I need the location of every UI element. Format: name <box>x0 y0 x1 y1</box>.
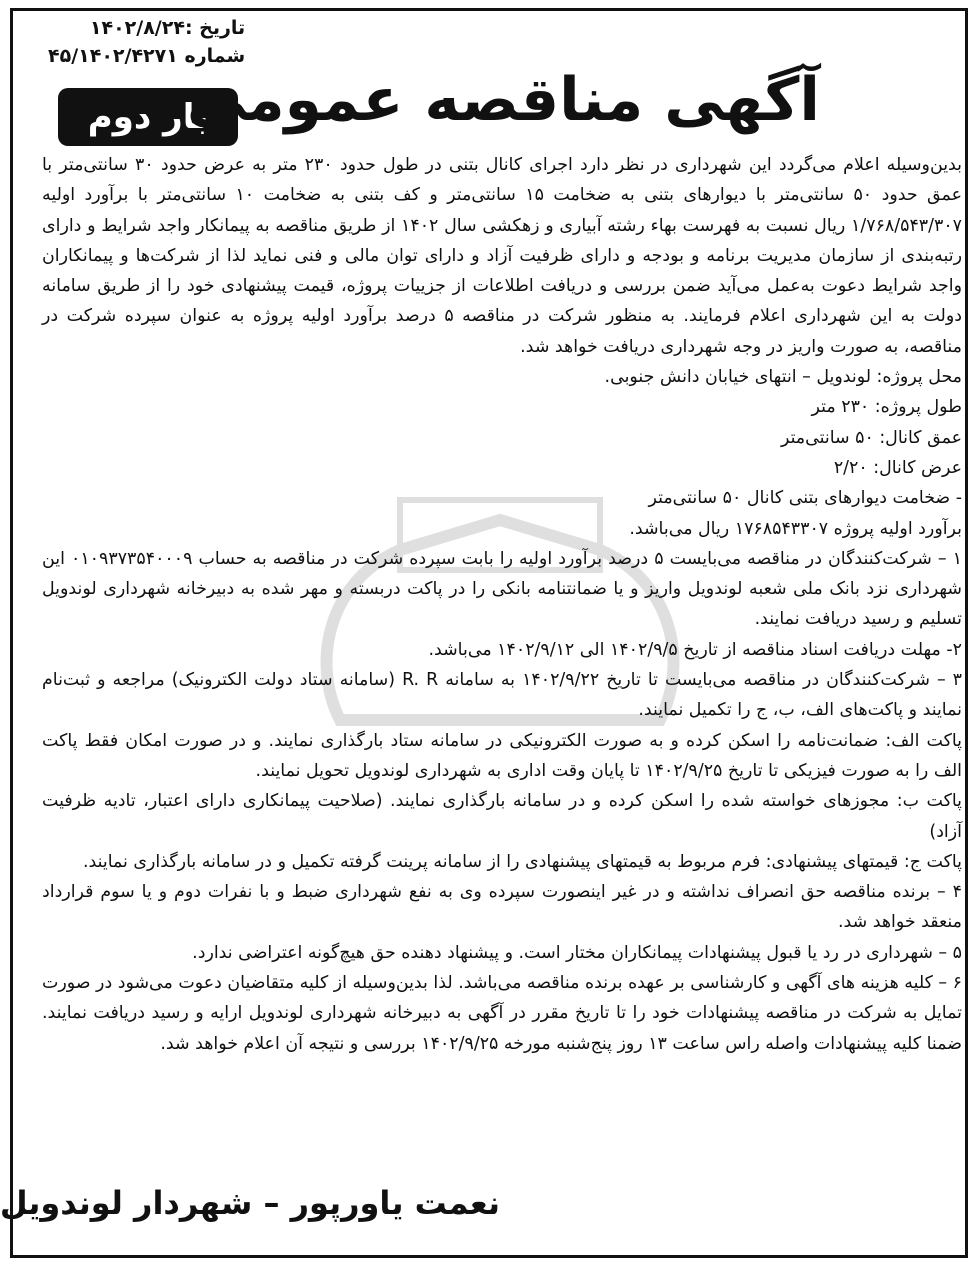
clause-5: ۵ – شهرداری در رد یا قبول پیشنهادات پیمانکاران مختار است. و پیشنهاد دهنده حق هیچ‌گونه اعتراضی ندارد. <box>192 942 962 963</box>
intro-paragraph: بدین‌وسیله اعلام می‌گردد این شهرداری در نظر دارد اجرای کانال بتنی در طول حدود ۲۳۰ متر به عرض حدود ۳۰ سانتی‌متر با عمق حدود ۵۰ سانتی‌متر با دیوارهای بتنی به ضخامت ۱۵ سانتی‌متر و کف بتنی به ضخامت ۱۰ سانتی‌متر با برآورد اولیه ۱/۷۶۸/۵۴۳/۳۰۷ ریال نسبت به فهرست بهاء رشته آبیاری و زهکشی سال ۱۴۰۲ از طریق مناقصه به پیمانکار واجد شرایط و دارای رتبه‌بندی از سازمان مدیریت برنامه و بودجه و دارای ظرفیت آزاد و دارای توان مالی و فنی نماید لذا از شرکت‌ها و پیمانکاران واجد شرایط دعوت به‌عمل می‌آید ضمن بررسی و دریافت اطلاعات از جزییات پروژه، قیمت پیشنهادی خود را از طریق سامانه دولت به این شهرداری اعلام فرمایند. به منظور شرکت در مناقصه ۵ درصد برآورد اولیه پروژه به عنوان سپرده شرکت در مناقصه، به صورت واریز در وجه شهرداری دریافت خواهد شد. <box>42 155 963 357</box>
packet-c: پاکت ج: قیمتهای پیشنهادی: فرم مربوط به قیمتهای پیشنهادی را از سامانه پرینت گرفته تکمیل و در سامانه بارگذاری نمایند. <box>82 851 962 872</box>
notice-date: تاریخ :۱۴۰۲/۸/۲۴ <box>89 17 246 39</box>
channel-width: عرض کانال: ۲/۲۰ <box>833 457 962 478</box>
notice-number: شماره ۴۵/۱۴۰۲/۴۲۷۱ <box>48 45 246 67</box>
clause-6: ۶ – کلیه هزینه های آگهی و کارشناسی بر عهده برنده مناقصه می‌باشد. لذا بدین‌وسیله از کلیه متقاضیان دعوت می‌شود در صورت تمایل به شرکت در مناقصه پیشنهادات خود را تا تاریخ مقرر در آگهی به دبیرخانه شهرداری لوندویل ارایه و رسید دریافت نمایند. ضمنا کلیه پیشنهادات واصله راس ساعت ۱۳ روز پنج‌شنبه مورخه ۱۴۰۲/۹/۲۵ بررسی و نتیجه آن اعلام خواهد شد. <box>42 973 962 1054</box>
project-length: طول پروژه: ۲۳۰ متر <box>811 397 962 418</box>
initial-estimate: برآورد اولیه پروژه ۱۷۶۸۵۴۳۳۰۷ ریال می‌باشد. <box>629 518 962 539</box>
clause-1: ۱ – شرکت‌کنندگان در مناقصه می‌بایست ۵ درصد برآورد اولیه را بابت سپرده شرکت در مناقصه به حساب ۰۱۰۹۳۷۳۵۴۰۰۰۹ این شهرداری نزد بانک ملی شعبه لوندویل واریز و یا ضمانتنامه بانکی را در پاکت دربسته و مهر شده به دبیرخانه شهرداری لوندویل تسلیم و رسید دریافت نمایند. <box>42 548 962 630</box>
clause-4: ۴ – برنده مناقصه حق انصراف نداشته و در غیر اینصورت سپرده وی به نفع شهرداری ضبط و با نفرات دوم و یا سوم قرارداد منعقد خواهد شد. <box>42 882 962 933</box>
channel-depth: عمق کانال: ۵۰ سانتی‌متر <box>780 427 962 448</box>
packet-b: پاکت ب: مجوزهای خواسته شده را اسکن کرده و در سامانه بارگذاری نمایند. (صلاحیت پیمانکاری دارای اعتبار، تادیه ظرفیت آزاد) <box>42 791 962 842</box>
notice-title: آگهی مناقصه عمومی <box>186 65 820 135</box>
mayor-signature: نعمت یاورپور – شهردار لوندویل <box>0 1184 500 1222</box>
packet-a: پاکت الف: ضمانت‌نامه را اسکن کرده و به صورت الکترونیکی در سامانه ستاد بارگذاری نمایند. و در صورت امکان فقط پاکت الف را به صورت فیزیکی تا تاریخ ۱۴۰۲/۹/۲۵ تا پایان وقت اداری به شهرداری لوندویل تحویل نمایند. <box>42 730 962 781</box>
clause-2: ۲- مهلت دریافت اسناد مناقصه از تاریخ ۱۴۰۲/۹/۵ الی ۱۴۰۲/۹/۱۲ می‌باشد. <box>428 639 962 660</box>
wall-thickness: - ضخامت دیوارهای بتنی کانال ۵۰ سانتی‌متر <box>648 488 962 509</box>
project-location: محل پروژه: لوندویل – انتهای خیابان دانش جنوبی. <box>604 367 962 388</box>
second-run-badge: بار دوم <box>58 88 238 146</box>
clause-3: ۳ – شرکت‌کنندگان در مناقصه می‌بایست تا تاریخ ۱۴۰۲/۹/۲۲ به سامانه R. R (سامانه ستاد دولت الکترونیک) مراجعه و ثبت‌نام نمایند و پاکت‌های الف، ب، ج را تکمیل نمایند. <box>42 670 963 721</box>
notice-body <box>42 150 962 1059</box>
